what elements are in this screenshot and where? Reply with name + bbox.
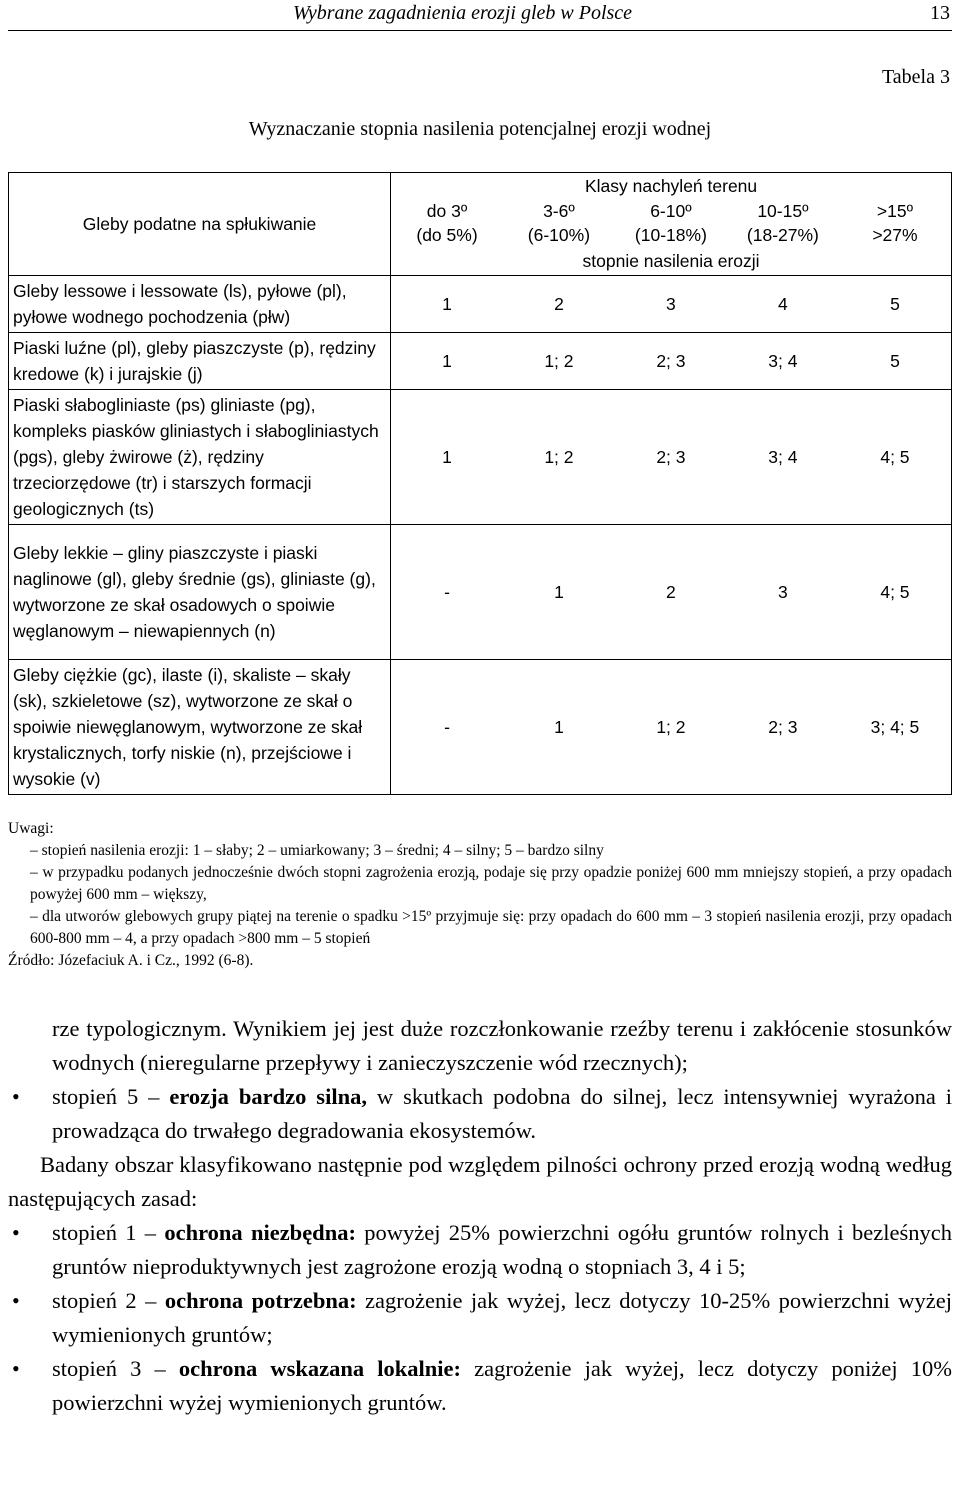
slope-class-3-pct: (10-18%) xyxy=(634,225,707,245)
bullet-icon: • xyxy=(12,1356,20,1381)
slope-class-2-deg: 3-6º xyxy=(543,201,575,221)
value-cell: 4; 5 xyxy=(839,390,952,525)
value-cell: 2; 3 xyxy=(615,333,727,390)
value-cell: 1 xyxy=(503,660,615,795)
soil-column-header: Gleby podatne na spłukiwanie xyxy=(9,173,391,276)
value-cell: 1 xyxy=(391,390,503,525)
slope-class-1 xyxy=(391,199,503,247)
table-header-row-1 xyxy=(9,173,952,200)
bullet-text-pre: stopień 5 – xyxy=(52,1084,170,1109)
note-item: – w przypadku podanych jednocześnie dwóch stopni zagrożenia erozją, podaje się przy opadzie poniżej 600 mm mniejszy stopień, a przy opadach powyżej 600 mm – większy, xyxy=(30,864,952,903)
value-cell: 1; 2 xyxy=(503,333,615,390)
bullet-text-bold: ochrona potrzebna: xyxy=(164,1288,357,1313)
soil-type-cell: Gleby lessowe i lessowate (ls), pyłowe (pl), pyłowe wodnego pochodzenia (płw) xyxy=(9,276,391,333)
note-item: – dla utworów glebowych grupy piątej na terenie o spadku >15º przyjmuje się: przy opadach do 600 mm – 3 stopień nasilenia erozji, przy opadach 600-800 mm – 4, a przy opadach >800 mm – 5 stopień xyxy=(30,908,952,947)
value-cell: 2 xyxy=(615,525,727,660)
value-cell: 3; 4; 5 xyxy=(839,660,952,795)
table-row xyxy=(9,333,952,390)
page-number: 13 xyxy=(930,2,950,24)
bullet-text-post: w skutkach podobna do silnej, lecz intensywniej wyrażona i prowadząca do trwałego degradowania ekosystemów. xyxy=(52,1084,953,1143)
value-cell: 1 xyxy=(503,525,615,660)
slope-class-4-deg: 10-15º xyxy=(757,201,809,221)
value-cell: 4 xyxy=(727,276,839,333)
soil-type-cell: Gleby ciężkie (gc), ilaste (i), skaliste – skały (sk), szkieletowe (sz), wytworzone ze skał o spoiwie niewęglanowym, wytworzone ze skał krystalicznych, torfy niskie (n), przejściowe i wysokie (v) xyxy=(9,660,391,795)
slope-class-2-pct: (6-10%) xyxy=(527,225,591,245)
bullet-item xyxy=(8,1284,952,1352)
bullet-text-pre: stopień 2 – xyxy=(52,1288,165,1313)
value-cell: - xyxy=(391,660,503,795)
bullet-text-bold: ochrona wskazana lokalnie: xyxy=(178,1356,461,1381)
slope-classes-header: Klasy nachyleń terenu xyxy=(391,173,952,200)
value-cell: 3 xyxy=(615,276,727,333)
soil-type-cell: Gleby lekkie – gliny piaszczyste i piaski naglinowe (gl), gleby średnie (gs), gliniaste (g), wytworzone ze skał osadowych o spoiwie węglanowym – niewapiennych (n) xyxy=(9,525,391,660)
slope-class-5-deg: >15º xyxy=(876,201,913,221)
bullet-item xyxy=(8,1080,952,1148)
degree-header: stopnie nasilenia erozji xyxy=(391,247,952,276)
note-item: – stopień nasilenia erozji: 1 – słaby; 2 – umiarkowany; 3 – średni; 4 – silny; 5 – bardzo silny xyxy=(30,842,604,859)
body-text xyxy=(8,1012,952,1420)
value-cell: 5 xyxy=(839,276,952,333)
bullet-text-post: zagrożenie jak wyżej, lecz dotyczy poniżej 10% powierzchni wyżej wymienionych gruntów. xyxy=(52,1356,952,1415)
value-cell: 3; 4 xyxy=(727,390,839,525)
bullet-icon: • xyxy=(12,1220,20,1245)
bullet-text-post: zagrożenie jak wyżej, lecz dotyczy 10-25% powierzchni wyżej wymienionych gruntów; xyxy=(52,1288,952,1347)
bullet-item xyxy=(8,1352,952,1420)
value-cell: 1; 2 xyxy=(503,390,615,525)
table-label: Tabela 3 xyxy=(881,66,950,88)
slope-class-3 xyxy=(615,199,727,247)
running-header xyxy=(8,0,952,31)
bullet-text-bold: ochrona niezbędna: xyxy=(164,1220,356,1245)
value-cell: 1; 2 xyxy=(615,660,727,795)
value-cell: 1 xyxy=(391,333,503,390)
slope-class-4-pct: (18-27%) xyxy=(746,225,819,245)
source-note: Źródło: Józefaciuk A. i Cz., 1992 (6-8). xyxy=(8,952,254,969)
slope-class-2 xyxy=(503,199,615,247)
value-cell: 5 xyxy=(839,333,952,390)
bullet-item xyxy=(8,1216,952,1284)
value-cell: 3; 4 xyxy=(727,333,839,390)
bullet-text-pre: stopień 3 – xyxy=(52,1356,179,1381)
slope-class-1-pct: (do 5%) xyxy=(416,225,478,245)
value-cell: 2 xyxy=(503,276,615,333)
bullet-text-bold: erozja bardzo silna, xyxy=(169,1084,367,1109)
table-notes xyxy=(8,818,952,972)
erosion-table xyxy=(8,172,952,795)
value-cell: - xyxy=(391,525,503,660)
value-cell: 2; 3 xyxy=(615,390,727,525)
continued-paragraph: rze typologicznym. Wynikiem jej jest duże rozczłonkowanie rzeźby terenu i zakłócenie stosunków wodnych (nieregularne przepływy i zanieczyszczenie wód rzecznych); xyxy=(52,1016,952,1075)
soil-type-cell: Piaski słabogliniaste (ps) gliniaste (pg), kompleks piasków gliniastych i słabogliniastych (pgs), gleby żwirowe (ż), rędziny trzeciorzędowe (tr) i starszych formacji geologicznych (ts) xyxy=(9,390,391,525)
bullet-text-pre: stopień 1 – xyxy=(52,1220,165,1245)
slope-class-5 xyxy=(839,199,952,247)
value-cell: 2; 3 xyxy=(727,660,839,795)
slope-class-5-pct: >27% xyxy=(872,225,918,245)
bullet-text-post: powyżej 25% powierzchni ogółu gruntów rolnych i bezleśnych gruntów nieproduktywnych jest zagrożone erozją wodną o stopniach 3, 4 i 5; xyxy=(52,1220,952,1279)
running-title: Wybrane zagadnienia erozji gleb w Polsce xyxy=(293,2,633,24)
bullet-icon: • xyxy=(12,1084,20,1109)
slope-class-1-deg: do 3º xyxy=(426,201,468,221)
slope-class-4 xyxy=(727,199,839,247)
notes-heading: Uwagi: xyxy=(8,820,54,837)
table-row xyxy=(9,390,952,525)
value-cell: 1 xyxy=(391,276,503,333)
paragraph: Badany obszar klasyfikowano następnie pod względem pilności ochrony przed erozją wodną według następujących zasad: xyxy=(8,1152,952,1211)
value-cell: 3 xyxy=(727,525,839,660)
table-row xyxy=(9,525,952,660)
bullet-icon: • xyxy=(12,1288,20,1313)
table-title: Wyznaczanie stopnia nasilenia potencjalnej erozji wodnej xyxy=(248,118,712,140)
table-row xyxy=(9,660,952,795)
table-row xyxy=(9,276,952,333)
soil-type-cell: Piaski luźne (pl), gleby piaszczyste (p), rędziny kredowe (k) i jurajskie (j) xyxy=(9,333,391,390)
slope-class-3-deg: 6-10º xyxy=(650,201,692,221)
value-cell: 4; 5 xyxy=(839,525,952,660)
